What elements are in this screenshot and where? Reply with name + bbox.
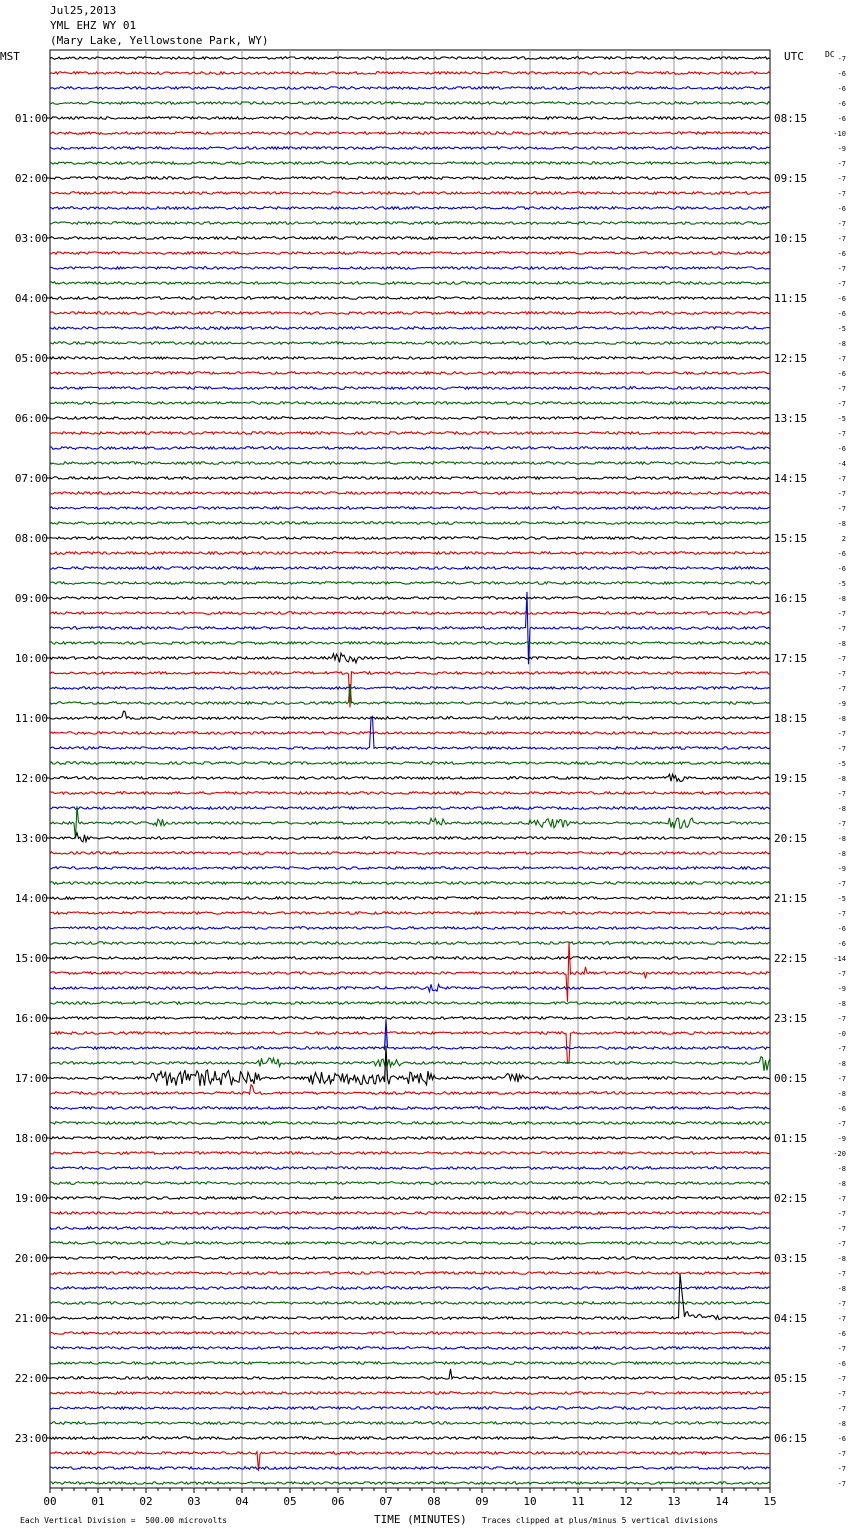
seismic-trace	[50, 57, 770, 60]
seismic-trace	[50, 1197, 770, 1200]
seismic-trace	[50, 1057, 770, 1071]
left-hour-label: 11:00	[14, 712, 48, 725]
dc-offset-label: -8	[837, 1420, 846, 1428]
trace-lines	[50, 57, 770, 1485]
dc-offset-label: 2	[841, 535, 846, 543]
dc-offset-label: -9	[837, 145, 846, 153]
dc-offset-label: -20	[833, 1150, 846, 1158]
right-hour-label: 04:15	[774, 1312, 808, 1325]
seismic-trace	[50, 387, 770, 390]
dc-offset-label: -8	[837, 1180, 846, 1188]
seismic-trace	[50, 432, 770, 435]
left-timezone: MST	[0, 50, 20, 63]
dc-offset-label: -8	[837, 640, 846, 648]
dc-offset-label: -7	[837, 1045, 846, 1053]
seismic-trace	[50, 267, 770, 270]
seismic-trace	[50, 327, 770, 330]
seismic-trace	[50, 1046, 770, 1086]
seismic-trace	[50, 1152, 770, 1155]
dc-offset-label: -6	[837, 370, 846, 378]
dc-offset-label: -5	[837, 325, 846, 333]
dc-offset-label: -8	[837, 340, 846, 348]
seismic-trace	[50, 687, 770, 690]
x-tick-label: 08	[427, 1495, 441, 1508]
dc-offset-label: -5	[837, 895, 846, 903]
seismic-trace	[50, 882, 770, 885]
seismic-trace	[50, 684, 770, 704]
dc-offset-label: -6	[837, 310, 846, 318]
dc-offset-label: -7	[837, 670, 846, 678]
left-hour-label: 05:00	[14, 352, 48, 365]
dc-offset-label: -7	[837, 490, 846, 498]
seismic-trace	[50, 942, 770, 945]
seismic-trace	[50, 357, 770, 360]
dc-offset-label: -7	[837, 220, 846, 228]
dc-offset-label: -7	[837, 265, 846, 273]
left-hour-label: 02:00	[14, 172, 48, 185]
left-hour-label: 18:00	[14, 1132, 48, 1145]
dc-offset-label: -7	[837, 1465, 846, 1473]
dc-offset-label: -7	[837, 745, 846, 753]
left-hour-label: 01:00	[14, 112, 48, 125]
seismic-trace	[50, 1137, 770, 1140]
dc-offset-label: -7	[837, 790, 846, 798]
left-hour-label: 12:00	[14, 772, 48, 785]
dc-offset-label: -6	[837, 205, 846, 213]
x-tick-label: 11	[571, 1495, 585, 1508]
seismic-trace	[50, 897, 770, 900]
dc-offset-label: -6	[837, 565, 846, 573]
dc-offset-label: -6	[837, 1360, 846, 1368]
dc-offset-label: -7	[837, 235, 846, 243]
dc-offset-label: -7	[837, 1390, 846, 1398]
right-hour-label: 02:15	[774, 1192, 808, 1205]
left-hour-label: 04:00	[14, 292, 48, 305]
seismic-trace	[50, 342, 770, 345]
dc-offset-label: -7	[837, 1315, 846, 1323]
dc-offset-label: -6	[837, 250, 846, 258]
dc-offset-label: -7	[837, 1300, 846, 1308]
dc-offset-label: -6	[837, 550, 846, 558]
seismic-trace	[50, 1272, 770, 1275]
seismic-trace	[50, 1332, 770, 1335]
right-hour-label: 03:15	[774, 1252, 808, 1265]
left-hour-label: 23:00	[14, 1432, 48, 1445]
right-hour-label: 11:15	[774, 292, 808, 305]
seismic-trace	[50, 642, 770, 645]
seismic-trace	[50, 372, 770, 375]
dc-offset-label: -6	[837, 1105, 846, 1113]
header-station: YML EHZ WY 01	[50, 19, 137, 32]
left-hour-label: 14:00	[14, 892, 48, 905]
dc-offset-label: -6	[837, 115, 846, 123]
dc-offset-label: -6	[837, 100, 846, 108]
dc-offset-label: -5	[837, 760, 846, 768]
left-hour-label: 15:00	[14, 952, 48, 965]
dc-offset-label: -7	[837, 1480, 846, 1488]
seismic-trace	[50, 942, 770, 1002]
left-hour-label: 19:00	[14, 1192, 48, 1205]
right-hour-label: 18:15	[774, 712, 808, 725]
left-hour-label: 08:00	[14, 532, 48, 545]
seismic-trace	[50, 477, 770, 480]
seismic-trace	[50, 711, 770, 719]
seismic-trace	[50, 807, 770, 810]
dc-offset-label: -7	[837, 685, 846, 693]
seismic-trace	[50, 132, 770, 135]
dc-offset-label: -14	[833, 955, 846, 963]
x-tick-label: 05	[283, 1495, 297, 1508]
seismic-trace	[50, 1347, 770, 1350]
seismic-trace	[50, 162, 770, 165]
x-axis-title: TIME (MINUTES)	[374, 1513, 467, 1526]
seismic-trace	[50, 492, 770, 495]
seismic-trace	[50, 1287, 770, 1290]
right-hour-label: 14:15	[774, 472, 808, 485]
dc-offset-label: -8	[837, 1285, 846, 1293]
dc-offset-label: -8	[837, 805, 846, 813]
dc-offset-label: -7	[837, 1210, 846, 1218]
seismic-trace	[50, 653, 770, 663]
seismic-trace	[50, 87, 770, 90]
x-tick-label: 03	[187, 1495, 201, 1508]
dc-offset-label: -7	[837, 175, 846, 183]
right-hour-label: 00:15	[774, 1072, 808, 1085]
x-tick-label: 07	[379, 1495, 393, 1508]
seismic-trace	[50, 592, 770, 664]
dc-offset-label: -7	[837, 1345, 846, 1353]
right-timezone: UTC	[784, 50, 804, 63]
seismic-trace	[50, 1167, 770, 1170]
right-hour-label: 22:15	[774, 952, 808, 965]
seismic-trace	[50, 1182, 770, 1185]
seismic-trace	[50, 567, 770, 570]
seismic-trace	[50, 402, 770, 405]
dc-label: DC	[825, 50, 835, 59]
x-tick-label: 01	[91, 1495, 105, 1508]
dc-offset-label: -5	[837, 415, 846, 423]
seismic-trace	[50, 1407, 770, 1410]
dc-offset-label: -10	[833, 130, 846, 138]
seismic-trace	[50, 1242, 770, 1245]
dc-offset-label: -7	[837, 730, 846, 738]
seismic-trace	[50, 792, 770, 795]
clip-note: Traces clipped at plus/minus 5 vertical divisions	[482, 1516, 719, 1525]
dc-offset-label: -7	[837, 400, 846, 408]
seismic-trace	[50, 252, 770, 255]
right-hour-label: 19:15	[774, 772, 808, 785]
dc-offset-label: -7	[837, 55, 846, 63]
dc-offset-label: -6	[837, 85, 846, 93]
dc-offset-label: -7	[837, 1450, 846, 1458]
seismic-trace	[50, 552, 770, 555]
dc-offset-label: -8	[837, 775, 846, 783]
x-tick-label: 10	[523, 1495, 537, 1508]
right-hour-label: 17:15	[774, 652, 808, 665]
right-hour-label: 09:15	[774, 172, 808, 185]
seismic-trace	[50, 1212, 770, 1215]
dc-offset-label: -7	[837, 355, 846, 363]
dc-offset-label: -8	[837, 1000, 846, 1008]
seismic-trace	[50, 1227, 770, 1230]
axis-labels	[15, 55, 846, 1508]
x-tick-label: 02	[139, 1495, 153, 1508]
header-date: Jul25,2013	[50, 4, 117, 17]
dc-offset-label: -7	[837, 1240, 846, 1248]
seismic-trace	[50, 462, 770, 465]
seismic-trace	[50, 537, 770, 540]
seismic-trace	[50, 207, 770, 210]
seismic-trace	[50, 1392, 770, 1395]
dc-offset-label: -0	[837, 1030, 846, 1038]
seismic-trace	[50, 1122, 770, 1125]
dc-offset-label: -7	[837, 1195, 846, 1203]
right-hour-label: 16:15	[774, 592, 808, 605]
dc-offset-label: -7	[837, 880, 846, 888]
seismic-trace	[50, 522, 770, 525]
seismic-trace	[50, 237, 770, 240]
seismic-trace	[50, 762, 770, 765]
seismic-trace	[50, 507, 770, 510]
dc-offset-label: -7	[837, 1120, 846, 1128]
x-tick-label: 14	[715, 1495, 729, 1508]
seismic-trace	[50, 1085, 770, 1095]
left-hour-label: 07:00	[14, 472, 48, 485]
dc-offset-label: -8	[837, 520, 846, 528]
dc-offset-label: -7	[837, 820, 846, 828]
x-tick-label: 13	[667, 1495, 681, 1508]
seismic-trace	[50, 957, 770, 960]
dc-offset-label: -5	[837, 580, 846, 588]
seismic-trace	[50, 1482, 770, 1485]
dc-offset-label: -8	[837, 1255, 846, 1263]
seismic-trace	[50, 72, 770, 75]
right-hour-label: 23:15	[774, 1012, 808, 1025]
dc-offset-label: -9	[837, 700, 846, 708]
seismic-trace	[50, 806, 770, 838]
left-hour-label: 20:00	[14, 1252, 48, 1265]
seismic-trace	[50, 312, 770, 315]
seismic-trace	[50, 984, 770, 991]
seismic-trace	[50, 867, 770, 870]
dc-offset-label: -6	[837, 925, 846, 933]
right-hour-label: 15:15	[774, 532, 808, 545]
x-tick-label: 04	[235, 1495, 249, 1508]
dc-offset-label: -8	[837, 1165, 846, 1173]
seismic-trace	[50, 192, 770, 195]
left-hour-label: 10:00	[14, 652, 48, 665]
seismic-trace	[50, 1107, 770, 1110]
right-hour-label: 10:15	[774, 232, 808, 245]
dc-offset-label: -8	[837, 1060, 846, 1068]
x-tick-label: 09	[475, 1495, 489, 1508]
dc-offset-label: -6	[837, 940, 846, 948]
x-tick-label: 00	[43, 1495, 57, 1508]
seismic-trace	[50, 222, 770, 225]
dc-offset-label: -7	[837, 655, 846, 663]
dc-offset-label: -7	[837, 385, 846, 393]
dc-offset-label: -6	[837, 1435, 846, 1443]
right-hour-label: 05:15	[774, 1372, 808, 1385]
dc-offset-label: -7	[837, 1405, 846, 1413]
seismic-trace	[50, 282, 770, 285]
dc-offset-label: -7	[837, 430, 846, 438]
header-location: (Mary Lake, Yellowstone Park, WY)	[50, 34, 269, 47]
dc-offset-label: -7	[837, 910, 846, 918]
seismic-trace	[50, 927, 770, 930]
seismic-trace	[50, 912, 770, 915]
seismic-trace	[50, 833, 770, 842]
dc-offset-label: -7	[837, 475, 846, 483]
dc-offset-label: -9	[837, 985, 846, 993]
left-hour-label: 16:00	[14, 1012, 48, 1025]
dc-offset-label: -6	[837, 70, 846, 78]
seismic-trace	[50, 1467, 770, 1470]
left-hour-label: 21:00	[14, 1312, 48, 1325]
right-hour-label: 08:15	[774, 112, 808, 125]
dc-offset-label: -6	[837, 295, 846, 303]
right-hour-label: 01:15	[774, 1132, 808, 1145]
right-hour-label: 13:15	[774, 412, 808, 425]
dc-offset-label: -7	[837, 610, 846, 618]
x-tick-label: 12	[619, 1495, 633, 1508]
dc-offset-label: -4	[837, 460, 846, 468]
seismic-trace	[50, 1369, 770, 1380]
dc-offset-label: -8	[837, 850, 846, 858]
dc-offset-label: -7	[837, 1015, 846, 1023]
left-hour-label: 17:00	[14, 1072, 48, 1085]
dc-offset-label: -7	[837, 970, 846, 978]
dc-offset-label: -7	[837, 1075, 846, 1083]
dc-offset-label: -6	[837, 1330, 846, 1338]
dc-offset-label: -9	[837, 1135, 846, 1143]
left-hour-label: 22:00	[14, 1372, 48, 1385]
seismic-trace	[50, 1257, 770, 1260]
seismic-trace	[50, 597, 770, 600]
seismic-trace	[50, 582, 770, 585]
dc-offset-label: -7	[837, 280, 846, 288]
left-hour-label: 13:00	[14, 832, 48, 845]
right-hour-label: 06:15	[774, 1432, 808, 1445]
right-hour-label: 21:15	[774, 892, 808, 905]
dc-offset-label: -7	[837, 1225, 846, 1233]
dc-offset-label: -7	[837, 160, 846, 168]
seismic-trace	[50, 297, 770, 300]
left-hour-label: 03:00	[14, 232, 48, 245]
dc-offset-label: -7	[837, 625, 846, 633]
seismic-trace	[50, 732, 770, 735]
left-hour-label: 09:00	[14, 592, 48, 605]
dc-offset-label: -8	[837, 835, 846, 843]
dc-offset-label: -6	[837, 445, 846, 453]
seismic-trace	[50, 1302, 770, 1305]
dc-offset-label: -7	[837, 505, 846, 513]
seismic-trace	[50, 1422, 770, 1425]
seismic-trace	[50, 1017, 770, 1020]
dc-offset-label: -7	[837, 1270, 846, 1278]
seismic-trace	[50, 1274, 770, 1320]
seismic-trace	[50, 447, 770, 450]
seismic-trace	[50, 1437, 770, 1440]
seismic-trace	[50, 177, 770, 180]
dc-offset-label: -8	[837, 1090, 846, 1098]
x-tick-label: 15	[763, 1495, 777, 1508]
seismic-trace	[50, 612, 770, 615]
seismic-trace	[50, 102, 770, 105]
seismic-trace	[50, 774, 770, 781]
seismic-trace	[50, 1362, 770, 1365]
seismic-trace	[50, 852, 770, 855]
dc-offset-label: -7	[837, 190, 846, 198]
seismic-trace	[50, 1002, 770, 1005]
left-hour-label: 06:00	[14, 412, 48, 425]
x-tick-label: 06	[331, 1495, 345, 1508]
dc-offset-label: -8	[837, 595, 846, 603]
scale-text: Each Vertical Division = 500.00 microvolts	[20, 1516, 228, 1525]
right-hour-label: 20:15	[774, 832, 808, 845]
seismic-trace	[50, 117, 770, 120]
seismic-trace	[50, 147, 770, 150]
dc-offset-label: -8	[837, 715, 846, 723]
dc-offset-label: -9	[837, 865, 846, 873]
dc-offset-label: -7	[837, 1375, 846, 1383]
right-hour-label: 12:15	[774, 352, 808, 365]
seismic-trace	[50, 417, 770, 420]
